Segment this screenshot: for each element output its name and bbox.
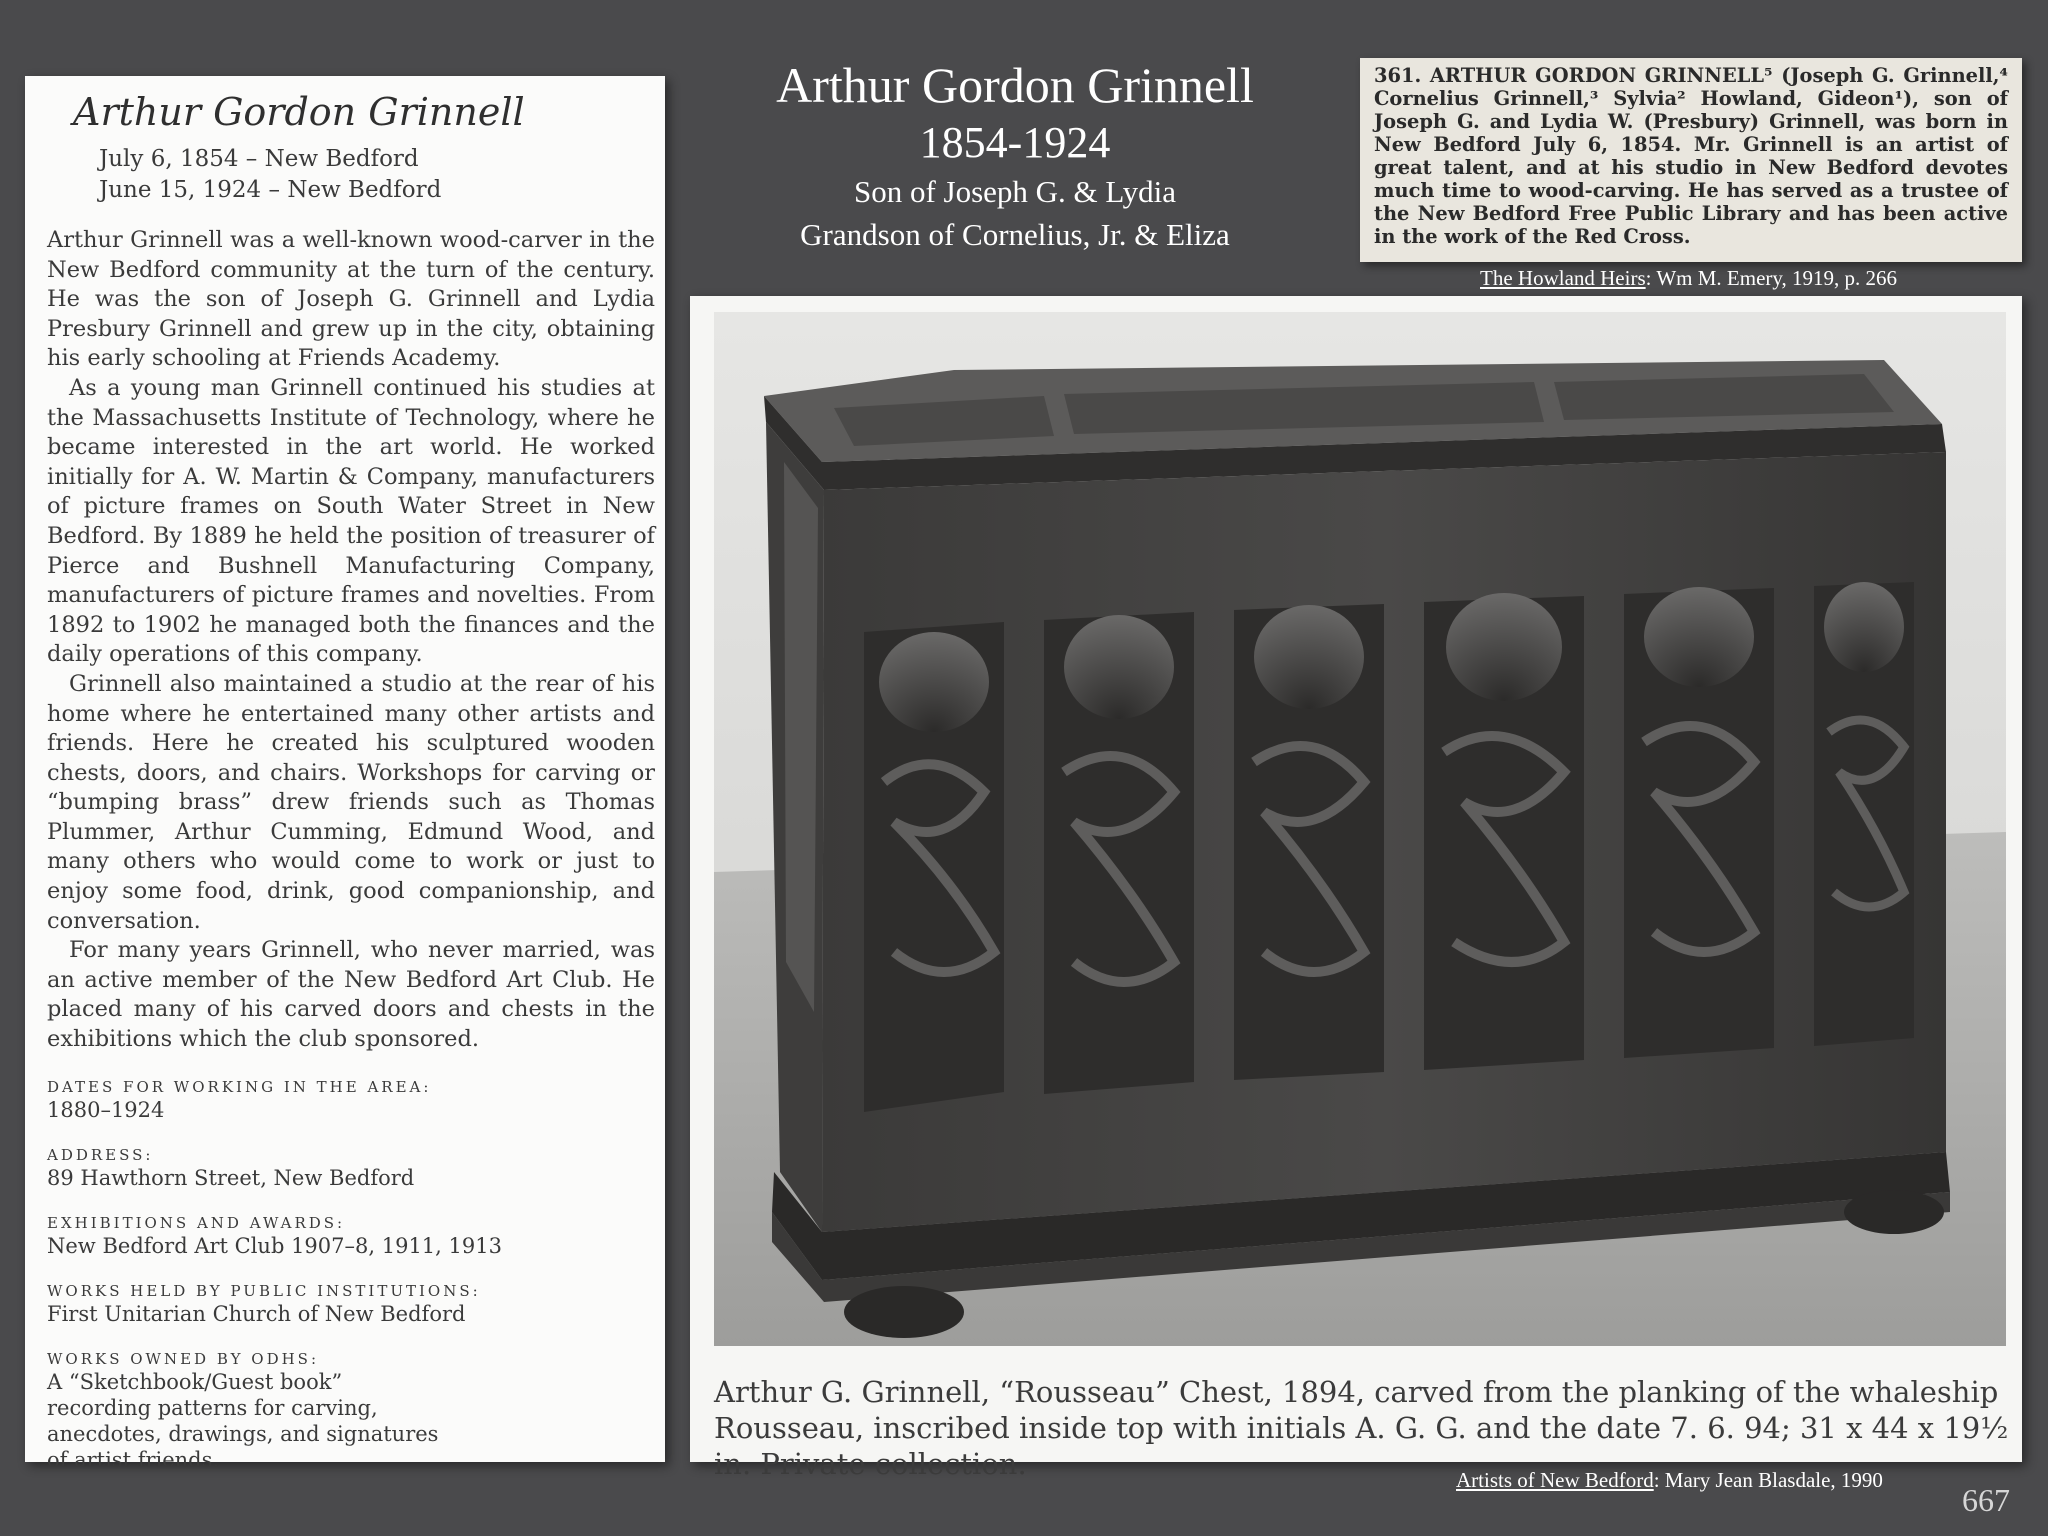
photo-source-detail: : Mary Jean Blasdale, 1990 — [1653, 1468, 1883, 1492]
biography-page — [25, 76, 665, 1472]
bio-paragraph: For many years Grinnell, who never married, was an active member of the New Bedford Art Club. He placed many of his carved doors and chests in the exhibitions which the club sponsored. — [47, 937, 655, 1053]
slide-years: 1854-1924 — [919, 118, 1111, 167]
genealogy-clipping — [1360, 58, 2022, 262]
bio-section-heading: WORKS OWNED BY ODHS: — [47, 1349, 320, 1368]
bio-dates — [47, 144, 655, 206]
slide-header — [700, 54, 1330, 256]
carved-chest-illustration — [714, 312, 2006, 1346]
bio-section-value: 89 Hawthorn Street, New Bedford — [47, 1165, 415, 1190]
bio-paragraph: As a young man Grinnell continued his studies at the Massachusetts Institute of Technology, where he became interested in the art world. He worked initially for A. W. Martin & Company, manufacturers of picture frames on South Water Street in New Bedford. By 1889 he held the position of treasurer of Pierce and Bushnell Manufacturing Company, manufacturers of picture frames and novelties. From 1892 to 1902 he managed both the finances and the daily operations of this company. — [47, 374, 655, 668]
bio-section-address — [47, 1145, 655, 1191]
clipping-source-title: The Howland Heirs — [1480, 266, 1646, 290]
bio-section-exhibitions — [47, 1213, 655, 1259]
photo-caption: Arthur G. Grinnell, “Rousseau” Chest, 1894, carved from the planking of the whaleship Rousseau, inscribed inside top with initials A. G. G. and the date 7. 6. 94; 31 x 44 x 19½ in. Private collection. — [714, 1375, 2009, 1481]
bio-section-value: New Bedford Art Club 1907–8, 1911, 1913 — [47, 1233, 502, 1258]
page-number: 667 — [1962, 1482, 2010, 1518]
bio-section-value: First Unitarian Church of New Bedford — [47, 1301, 466, 1326]
bio-born: July 6, 1854 – New Bedford — [99, 146, 419, 172]
bio-section-value: 1880–1924 — [47, 1097, 165, 1122]
bio-section-value: A “Sketchbook/Guest book” recording patterns for carving, anecdotes, drawings, and signatures of artist friends. — [47, 1369, 439, 1472]
bio-paragraph: Grinnell also maintained a studio at the rear of his home where he entertained many other artists and friends. Here he created his sculptured wooden chests, doors, and chairs. Workshops for carving or “bumping brass” drew friends such as Thomas Plummer, Arthur Cumming, Edmund Wood, and many others who would come to work or just to enjoy some food, drink, good companionship, and conversation. — [47, 670, 655, 934]
bio-paragraph: Arthur Grinnell was a well-known wood-carver in the New Bedford community at the turn of the century. He was the son of Joseph G. Grinnell and Lydia Presbury Grinnell and grew up in the city, obtaining his early schooling at Friends Academy. — [47, 227, 655, 372]
bio-section-heading: EXHIBITIONS AND AWARDS: — [47, 1213, 346, 1232]
bio-section-heading: DATES FOR WORKING IN THE AREA: — [47, 1077, 432, 1096]
slide-title: Arthur Gordon Grinnell — [776, 57, 1254, 113]
bio-section-working-dates — [47, 1077, 655, 1123]
bio-section-public-works — [47, 1281, 655, 1327]
bio-died: June 15, 1924 – New Bedford — [99, 177, 442, 203]
photo-source — [1456, 1468, 1883, 1493]
photo-source-title: Artists of New Bedford — [1456, 1468, 1654, 1492]
slide-grandparents: Grandson of Cornelius, Jr. & Eliza — [800, 217, 1230, 252]
clipping-source-detail: : Wm M. Emery, 1919, p. 266 — [1645, 266, 1898, 290]
slide-parents: Son of Joseph G. & Lydia — [853, 174, 1177, 209]
clipping-source — [1480, 266, 1897, 291]
bio-section-heading: ADDRESS: — [47, 1145, 154, 1164]
bio-name: Arthur Gordon Grinnell — [73, 90, 525, 134]
clipping-text: 361. ARTHUR GORDON GRINNELL⁵ (Joseph G. Grinnell,⁴ Cornelius Grinnell,³ Sylvia² Howland, Gideon¹), son of Joseph G. and Lydia W. (Presbury) Grinnell, was born in New Bedford July 6, 1854. Mr. Grinnell is an artist of great talent, and at his studio in New Bedford devotes much time to wood-carving. He has served as a trustee of the New Bedford Free Public Library and has been active in the work of the Red Cross. — [1374, 64, 2008, 248]
bio-section-heading: WORKS HELD BY PUBLIC INSTITUTIONS: — [47, 1281, 481, 1300]
bio-section-odhs-works — [47, 1349, 655, 1473]
carved-chest-photo — [714, 312, 2006, 1346]
